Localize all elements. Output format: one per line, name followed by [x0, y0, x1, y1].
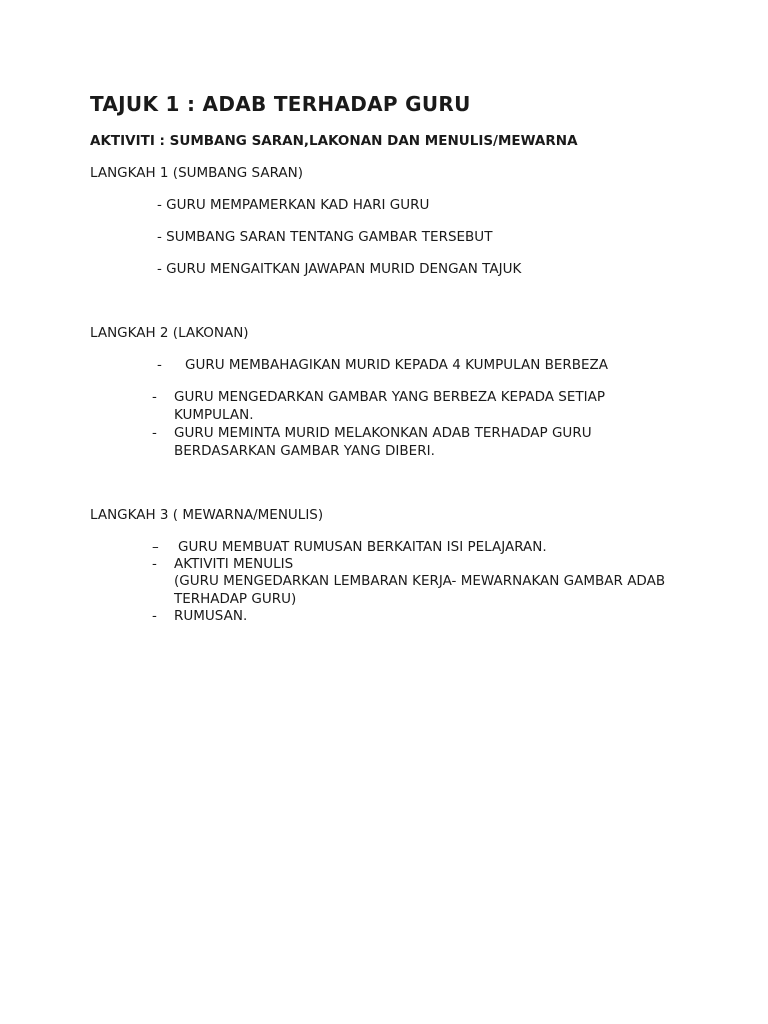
step-1-item: - GURU MENGAITKAN JAWAPAN MURID DENGAN TAJUK — [157, 261, 522, 277]
bullet-dash: - — [152, 425, 157, 441]
step-3-item: RUMUSAN. — [174, 608, 248, 624]
step-2-item-continuation: KUMPULAN. — [174, 407, 254, 423]
document-title: TAJUK 1 : ADAB TERHADAP GURU — [90, 92, 471, 116]
bullet-dash: – — [152, 539, 159, 555]
step-2-heading: LANGKAH 2 (LAKONAN) — [90, 325, 249, 341]
step-2-item: GURU MEMBAHAGIKAN MURID KEPADA 4 KUMPULAN BERBEZA — [185, 357, 609, 373]
step-3-heading: LANGKAH 3 ( MEWARNA/MENULIS) — [90, 507, 324, 523]
step-1-item: - SUMBANG SARAN TENTANG GAMBAR TERSEBUT — [157, 229, 493, 245]
activity-line: AKTIVITI : SUMBANG SARAN,LAKONAN DAN MENULIS/MEWARNA — [90, 133, 578, 149]
bullet-dash: - — [152, 556, 157, 572]
step-3-item-continuation: TERHADAP GURU) — [174, 591, 297, 607]
step-2-item-continuation: BERDASARKAN GAMBAR YANG DIBERI. — [174, 443, 435, 459]
step-3-item-continuation: (GURU MENGEDARKAN LEMBARAN KERJA- MEWARNAKAN GAMBAR ADAB — [174, 573, 666, 589]
step-1-item: - GURU MEMPAMERKAN KAD HARI GURU — [157, 197, 430, 213]
bullet-dash: - — [152, 389, 157, 405]
step-2-item: GURU MEMINTA MURID MELAKONKAN ADAB TERHADAP GURU — [174, 425, 592, 441]
step-1-heading: LANGKAH 1 (SUMBANG SARAN) — [90, 165, 304, 181]
step-2-item: GURU MENGEDARKAN GAMBAR YANG BERBEZA KEPADA SETIAP — [174, 389, 605, 405]
step-3-item: AKTIVITI MENULIS — [174, 556, 294, 572]
bullet-dash: - — [152, 608, 157, 624]
bullet-dash: - — [157, 357, 162, 373]
step-3-item: GURU MEMBUAT RUMUSAN BERKAITAN ISI PELAJARAN. — [178, 539, 547, 555]
